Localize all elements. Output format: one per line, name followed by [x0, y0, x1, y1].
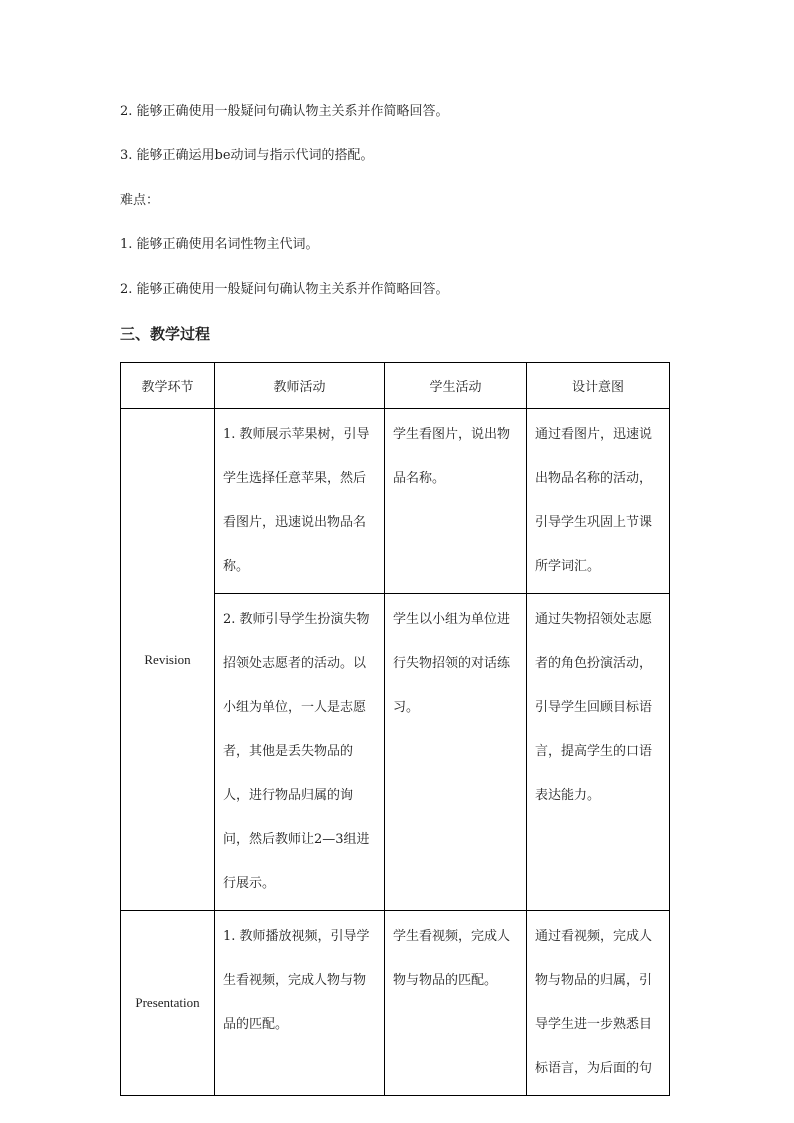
student-cell [385, 409, 527, 594]
student-text: 学生看视频，完成人物与物品的匹配。 [393, 929, 511, 988]
paragraph-difficulty-2: 2. 能够正确使用一般疑问句确认物主关系并作简略回答。 [120, 104, 449, 119]
header-intent: 设计意图 [527, 363, 670, 409]
intent-cell [527, 594, 670, 911]
table-row [121, 409, 670, 594]
teaching-process-table [120, 362, 670, 1096]
teacher-text: 1. 教师展示苹果树，引导学生选择任意苹果，然后看图片，迅速说出物品名称。 [223, 427, 370, 574]
paragraph-key-1: 1. 能够正确使用名词性物主代词。 [120, 237, 319, 252]
paragraph-key-2: 2. 能够正确使用一般疑问句确认物主关系并作简略回答。 [120, 282, 449, 297]
teacher-cell [215, 409, 385, 594]
section-title: 三、教学过程 [120, 325, 211, 343]
teacher-text: 1. 教师播放视频，引导学生看视频，完成人物与物品的匹配。 [223, 929, 370, 1032]
header-stage: 教学环节 [121, 363, 215, 409]
intent-cell [527, 911, 670, 1096]
header-teacher: 教师活动 [215, 363, 385, 409]
table-row [121, 911, 670, 1096]
table-header-row [121, 363, 670, 409]
teacher-cell [215, 911, 385, 1096]
student-text: 学生看图片，说出物品名称。 [393, 427, 511, 486]
student-cell [385, 594, 527, 911]
teacher-text: 2. 教师引导学生扮演失物招领处志愿者的活动。以小组为单位，一人是志愿者，其他是丢失物品的人，进行物品归属的询问，然后教师让2—3组进行展示。 [223, 612, 370, 891]
stage-revision: Revision [121, 409, 215, 911]
student-text: 学生以小组为单位进行失物招领的对话练习。 [393, 612, 511, 715]
stage-presentation: Presentation [121, 911, 215, 1096]
intent-text: 通过失物招领处志愿者的角色扮演活动，引导学生回顾目标语言，提高学生的口语表达能力。 [535, 612, 653, 803]
paragraph-difficulty-3: 3. 能够正确运用be动词与指示代词的搭配。 [120, 148, 374, 163]
intent-text: 通过看图片，迅速说出物品名称的活动，引导学生巩固上节课所学词汇。 [535, 427, 653, 574]
teacher-cell [215, 594, 385, 911]
header-student: 学生活动 [385, 363, 527, 409]
intent-text: 通过看视频，完成人物与物品的归属，引导学生进一步熟悉目标语言，为后面的句 [535, 929, 653, 1076]
student-cell [385, 911, 527, 1096]
intent-cell [527, 409, 670, 594]
paragraph-difficulty-heading: 难点： [120, 193, 160, 208]
